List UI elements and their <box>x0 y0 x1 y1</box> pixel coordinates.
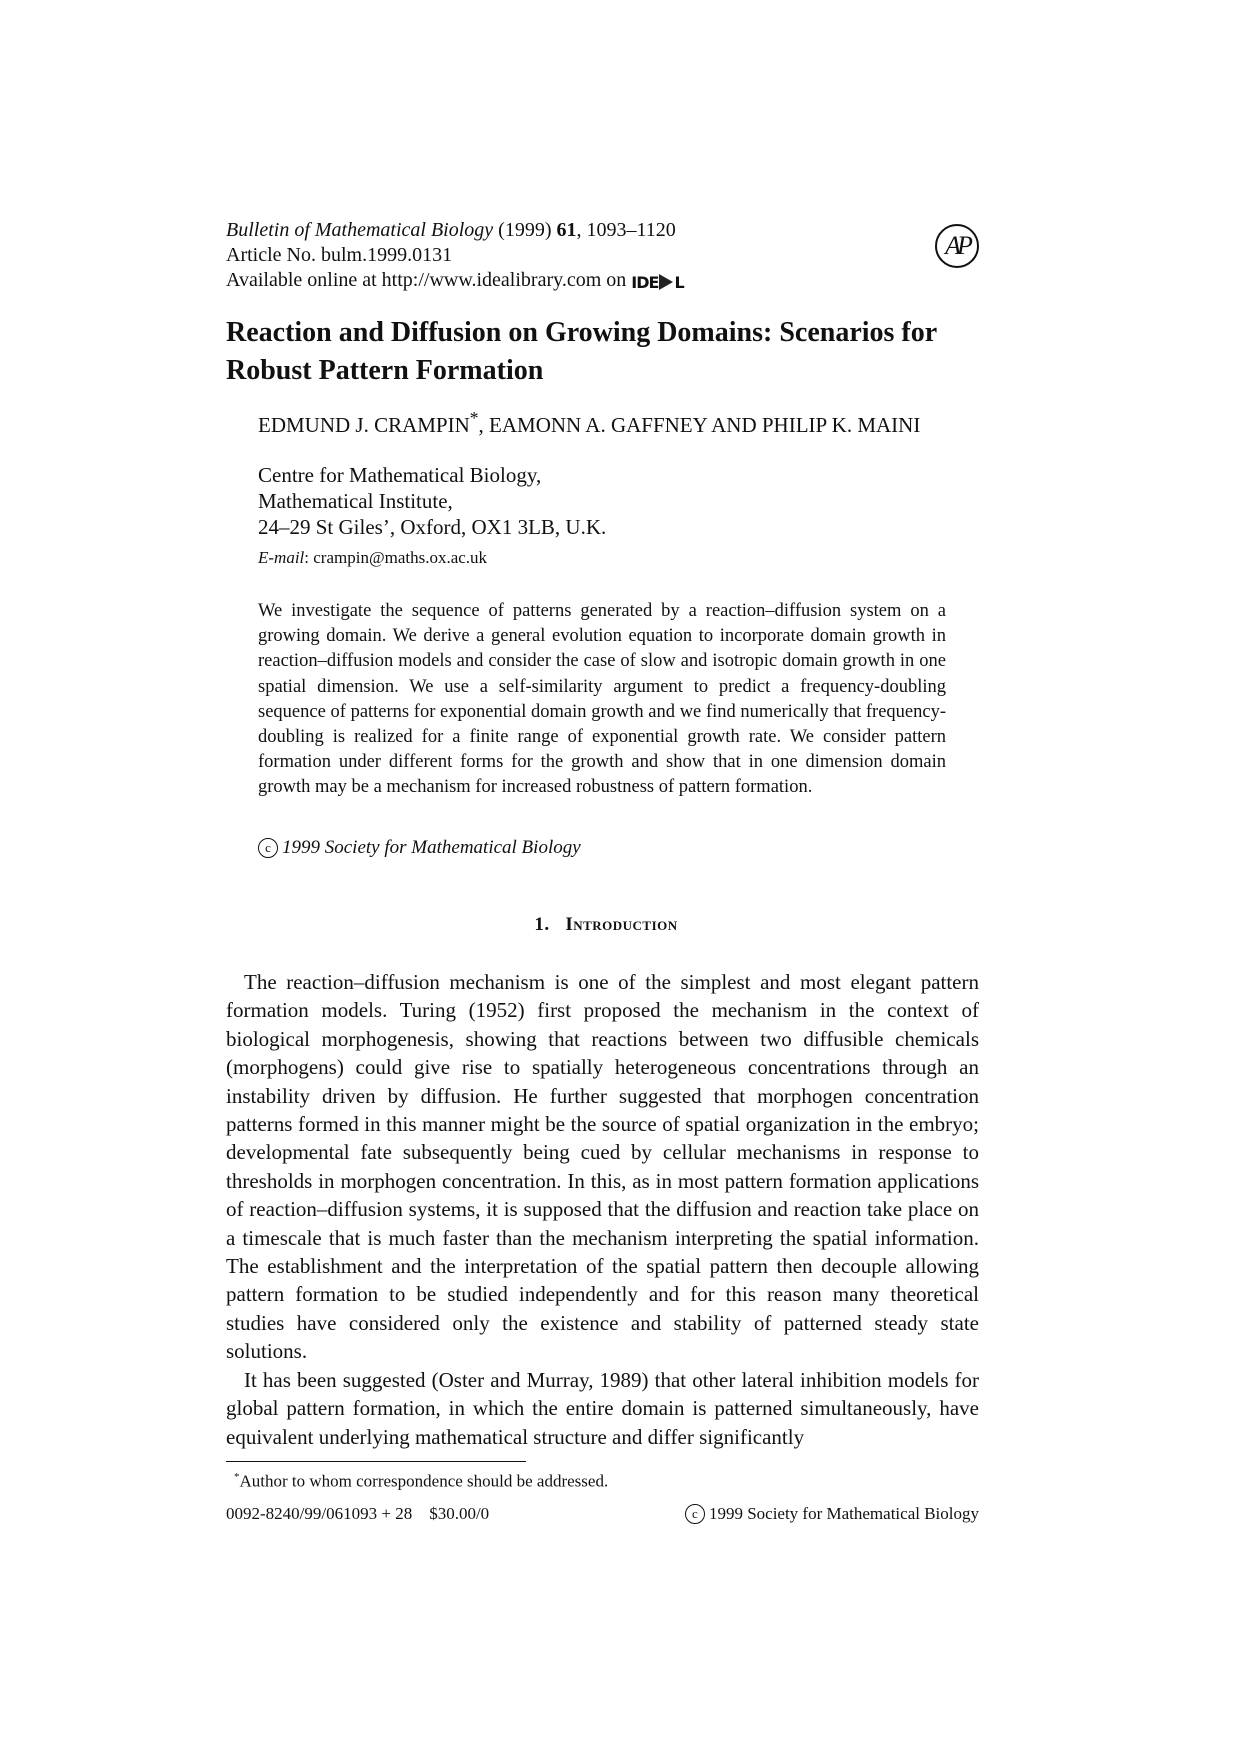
correspondence-mark: * <box>469 408 479 428</box>
copyright-icon: c <box>258 838 278 858</box>
author-rest: , EAMONN A. GAFFNEY AND PHILIP K. MAINI <box>478 413 921 437</box>
footnote-text: Author to whom correspondence should be addressed. <box>239 1471 609 1491</box>
author-list <box>258 405 958 439</box>
online-availability <box>226 268 986 295</box>
section-title: Introduction <box>565 914 678 935</box>
footer-code <box>226 1503 489 1525</box>
footnote <box>234 1466 608 1493</box>
affiliation-line: Mathematical Institute, <box>258 489 453 513</box>
article-code: 0092-8240/99/061093 + 28 <box>226 1504 413 1523</box>
article-price: $30.00/0 <box>429 1504 490 1523</box>
author-first: EDMUND J. CRAMPIN <box>258 413 470 437</box>
publisher-logo: AP <box>935 224 979 268</box>
affiliation-line: 24–29 St Giles’, Oxford, OX1 3LB, U.K. <box>258 515 607 539</box>
paragraph: The reaction–diffusion mechanism is one of the simplest and most elegant pattern formation models. Turing (1952) first proposed the mechanism in the context of biological morphogenesis, showing that reactions between two diffusible chemicals (morphogens) could give rise to spatially heterogeneous concentrations through an instability driven by diffusion. He further suggested that morphogen concentration patterns formed in this manner might be the source of spatial organization in the embryo; developmental fate subsequently being cued by cellular mechanisms in response to thresholds in morphogen concentration. In this, as in most pattern formation applications of reaction–diffusion systems, it is supposed that the diffusion and reaction take place on a timescale that is much faster than the mechanism interpreting the spatial information. The establishment and the interpretation of the spatial pattern then decouple allowing pattern formation to be studied independently and for this reason many theoretical studies have considered only the existence and stability of patterned steady state solutions. <box>226 970 979 1364</box>
online-text: Available online at http://www.idealibrary.com on <box>226 269 627 291</box>
affiliation-line: Centre for Mathematical Biology, <box>258 463 542 487</box>
abstract: We investigate the sequence of patterns generated by a reaction–diffusion system on a growing domain. We derive a general evolution equation to incorporate domain growth in reaction–diffusion models and consider the case of slow and isotropic domain growth in one spatial dimension. We use a self-similarity argument to predict a frequency-doubling sequence of patterns for exponential domain growth and we find numerically that frequency-doubling is realized for a finite range of exponential growth rate. We consider pattern formation under different forms for the growth and show that in one dimension domain growth may be a mechanism for increased robustness of pattern formation. <box>258 601 946 798</box>
paragraph: It has been suggested (Oster and Murray, 1989) that other lateral inhibition models for global pattern formation, in which the entire domain is patterned simultaneously, have equivalent underlying mathematical structure and differ significantly <box>226 1367 979 1449</box>
email-label: E-mail <box>258 548 305 567</box>
paper-title: Reaction and Diffusion on Growing Domains: Scenarios for Robust Pattern Formation <box>226 317 937 386</box>
journal-header <box>226 218 986 295</box>
footnote-mark: * <box>234 1471 240 1483</box>
abstract-copyright <box>258 836 581 860</box>
section-heading <box>226 913 986 937</box>
body-text <box>226 968 979 1451</box>
journal-pages: , 1093–1120 <box>576 219 676 241</box>
copyright-icon: c <box>685 1504 705 1524</box>
article-number: Article No. bulm.1999.0131 <box>226 244 453 266</box>
section-number: 1. <box>534 914 550 935</box>
email-address: : crampin@maths.ox.ac.uk <box>304 548 488 567</box>
journal-name: Bulletin of Mathematical Biology <box>226 219 494 241</box>
copyright-text: 1999 Society for Mathematical Biology <box>282 837 581 858</box>
footer-copyright-text: 1999 Society for Mathematical Biology <box>708 1504 979 1523</box>
cursor-arrow-icon <box>659 274 673 290</box>
ideal-library-logo: IDE L <box>631 273 684 292</box>
citation-line <box>226 218 986 243</box>
journal-year: (1999) <box>498 219 552 241</box>
footnote-rule <box>226 1461 526 1462</box>
footer-copyright <box>655 1503 979 1525</box>
author-email <box>258 547 487 569</box>
journal-volume: 61 <box>556 219 577 241</box>
affiliation <box>258 462 958 540</box>
